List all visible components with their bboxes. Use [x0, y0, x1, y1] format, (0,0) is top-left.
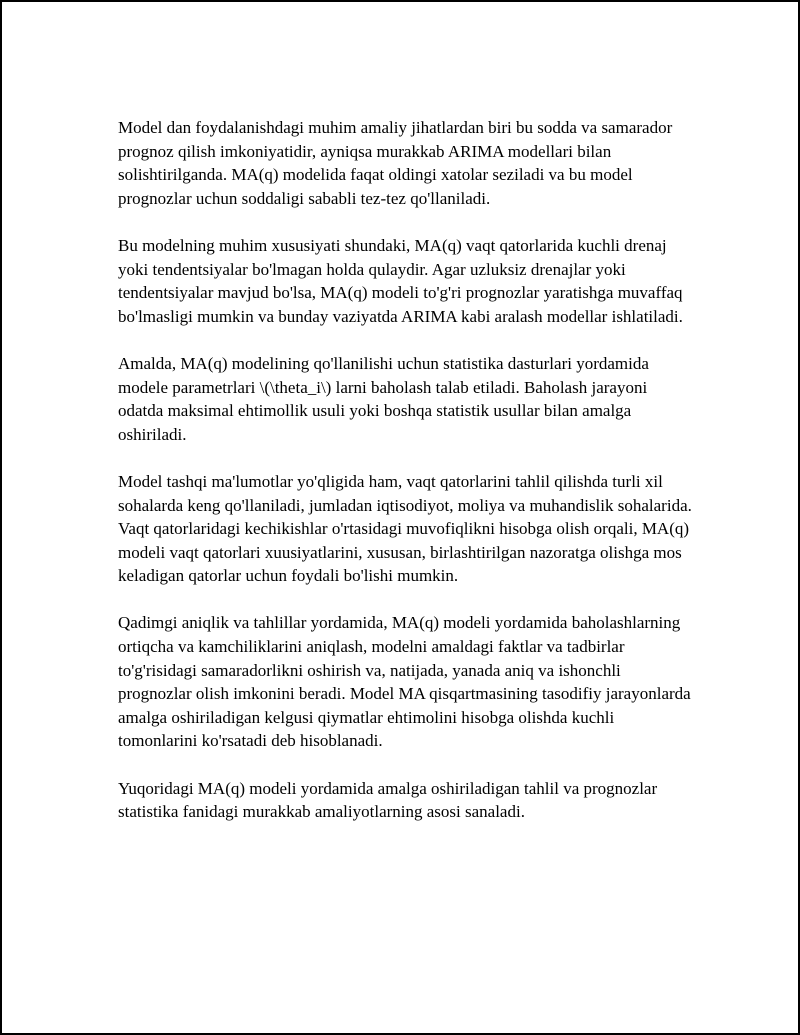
- paragraph: Yuqoridagi MA(q) modeli yordamida amalga oshiriladigan tahlil va prognozlar statistika fanidagi murakkab amaliyotlarning asosi sanaladi.: [118, 778, 658, 822]
- paragraph: Bu modelning muhim xususiyati shundaki, MA(q) vaqt qatorlarida kuchli drenaj yoki tendentsiyalar bo'lmagan holda qulaydir. Agar uzluksiz drenajlar yoki tendentsiyalar mavjud bo'lsa, MA(q) modeli to'g'ri prognozlar yaratishga muvaffaq bo'lmasligi mumkin va bunday vaziyatda ARIMA kabi aralash modellar ishlatiladi.: [118, 235, 683, 326]
- paragraph: Model dan foydalanishdagi muhim amaliy jihatlardan biri bu sodda va samarador prognoz qilish imkoniyatidir, ayniqsa murakkab ARIMA modellari bilan solishtirilganda. MA(q) modelida faqat oldingi xatolar seziladi va bu model prognozlar uchun soddaligi sababli tez-tez qo'llaniladi.: [118, 118, 673, 208]
- document-body: [118, 116, 692, 824]
- paragraph: Model tashqi ma'lumotlar yo'qligida ham, vaqt qatorlarini tahlil qilishda turli xil sohalarda keng qo'llaniladi, jumladan iqtisodiyot, moliya va muhandislik sohalarida. Vaqt qatorlaridagi kechikishlar o'rtasidagi muvofiqlikni hisobga olish orqali, MA(q) modeli vaqt qatorlari xuusiyatlarini, xususan, birlashtirilgan nazoratga olishga mos keladigan qatorlar uchun foydali bo'lishi mumkin.: [118, 471, 692, 586]
- paragraph: Amalda, MA(q) modelining qo'llanilishi uchun statistika dasturlari yordamida modele parametrlari \(\theta_i\) larni baholash talab etiladi. Baholash jarayoni odatda maksimal ehtimollik usuli yoki boshqa statistik usullar bilan amalga oshiriladi.: [118, 353, 649, 444]
- paragraph: Qadimgi aniqlik va tahlillar yordamida, MA(q) modeli yordamida baholashlarning ortiqcha va kamchiliklarini aniqlash, modelni amaldagi faktlar va tadbirlar to'g'risidagi samaradorlikni oshirish va, natijada, yanada aniq va ishonchli prognozlar olish imkonini beradi. Model MA qisqartmasining tasodifiy jarayonlarda amalga oshiriladigan kelgusi qiymatlar ehtimolini hisobga olishda kuchli tomonlarini ko'rsatadi deb hisoblanadi.: [118, 613, 691, 751]
